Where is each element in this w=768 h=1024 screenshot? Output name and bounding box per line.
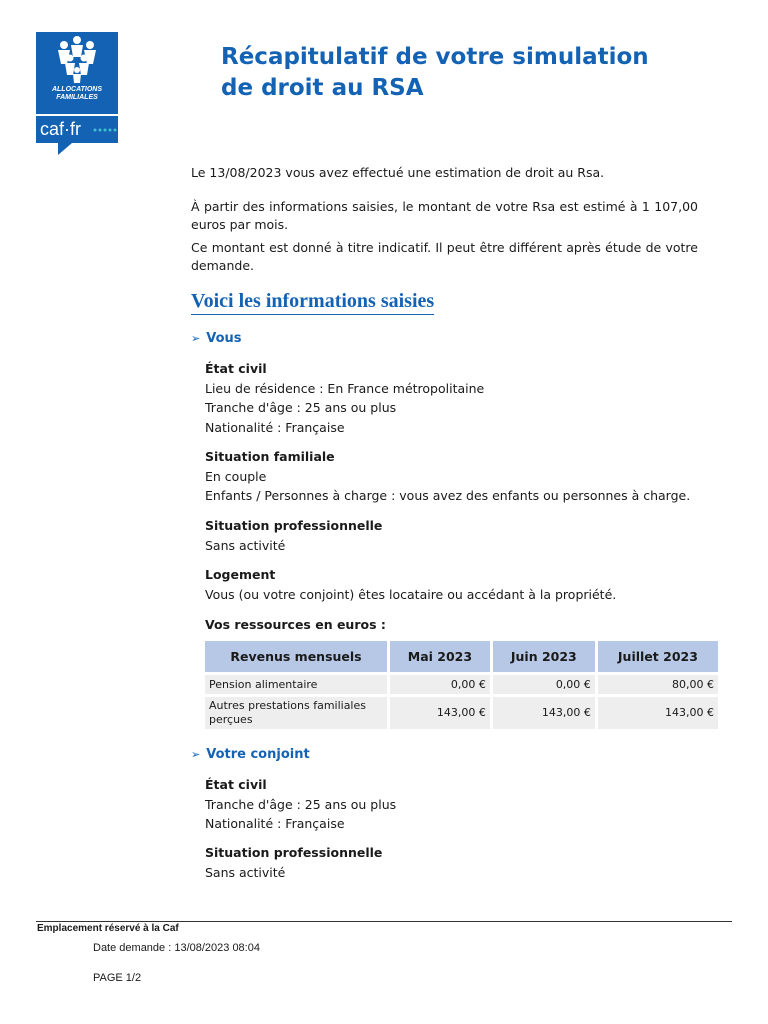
subsection-conjoint xyxy=(191,746,310,764)
logement-heading: Logement xyxy=(205,567,276,582)
allocations-familiales-emblem xyxy=(36,32,118,114)
table-cell: 143,00 € xyxy=(493,694,598,729)
page-number: PAGE 1/2 xyxy=(93,972,142,984)
footer-date: Date demande : 13/08/2023 08:04 xyxy=(93,942,260,954)
table-row xyxy=(205,694,718,729)
situation-professionnelle-heading: Situation professionnelle xyxy=(205,518,383,533)
intro-amount: À partir des informations saisies, le montant de votre Rsa est estimé à 1 107,00 euros par mois. xyxy=(191,199,698,232)
etat-civil-line: Nationalité : Française xyxy=(205,419,345,435)
subsection-conjoint-label: Votre conjoint xyxy=(206,747,310,762)
caf-fr-text: caf·fr xyxy=(40,119,82,139)
logo-caption xyxy=(36,86,118,102)
arrow-right-icon: ➢ xyxy=(191,748,201,761)
vous-situation-familiale xyxy=(205,447,690,506)
intro-date: Le 13/08/2023 vous avez effectué une estimation de droit au Rsa. xyxy=(191,165,605,180)
conjoint-situation-professionnelle-line: Sans activité xyxy=(205,864,286,880)
etat-civil-line: Tranche d'âge : 25 ans ou plus xyxy=(205,400,397,415)
section-title: Voici les informations saisies xyxy=(191,290,434,315)
page-title-line2: de droit au RSA xyxy=(221,75,424,101)
footer-divider xyxy=(36,921,732,922)
footer-label: Emplacement réservé à la Caf xyxy=(37,923,179,934)
intro-disclaimer: Ce montant est donné à titre indicatif. Il peut être différent après étude de votre demande. xyxy=(191,240,698,273)
table-header: Juin 2023 xyxy=(493,641,598,672)
table-cell: 143,00 € xyxy=(598,694,718,729)
conjoint-etat-civil-line: Tranche d'âge : 25 ans ou plus xyxy=(205,796,397,812)
family-figures-icon xyxy=(36,32,118,86)
table-header: Revenus mensuels xyxy=(205,641,390,672)
conjoint-etat-civil-line: Nationalité : Française xyxy=(205,816,345,831)
situation-familiale-heading: Situation familiale xyxy=(205,449,335,464)
table-header: Juillet 2023 xyxy=(598,641,718,672)
situation-familiale-line: Enfants / Personnes à charge : vous avez des enfants ou personnes à charge. xyxy=(205,488,691,503)
table-header: Mai 2023 xyxy=(390,641,493,672)
vous-etat-civil xyxy=(205,359,484,437)
dots-icon xyxy=(93,128,117,132)
conjoint-situation-professionnelle xyxy=(205,843,382,882)
logement-line: Vous (ou votre conjoint) êtes locataire ou accédant à la propriété. xyxy=(205,586,617,602)
caf-logo xyxy=(36,32,118,143)
logo-caption-line2: FAMILIALES xyxy=(56,94,98,101)
situation-familiale-line: En couple xyxy=(205,468,267,484)
intro-text xyxy=(191,164,698,275)
table-cell: 143,00 € xyxy=(390,694,493,729)
situation-professionnelle-line: Sans activité xyxy=(205,537,286,553)
table-cell: Autres prestations familiales perçues xyxy=(205,694,390,729)
table-cell: 0,00 € xyxy=(493,672,598,694)
conjoint-etat-civil xyxy=(205,775,396,834)
table-header-row xyxy=(205,641,718,672)
table-cell: Pension alimentaire xyxy=(205,672,390,694)
table-cell: 0,00 € xyxy=(390,672,493,694)
ressources-table xyxy=(205,641,718,729)
vous-situation-professionnelle xyxy=(205,516,382,555)
conjoint-etat-civil-heading: État civil xyxy=(205,777,267,792)
page-title xyxy=(221,42,701,104)
speech-tail-icon xyxy=(58,143,72,155)
page-title-line1: Récapitulatif de votre simulation xyxy=(221,44,649,70)
vous-logement xyxy=(205,565,616,604)
table-cell: 80,00 € xyxy=(598,672,718,694)
subsection-vous-label: Vous xyxy=(206,331,242,346)
subsection-vous xyxy=(191,330,242,348)
ressources-label: Vos ressources en euros : xyxy=(205,617,386,632)
caf-fr-bar xyxy=(36,116,118,143)
table-row xyxy=(205,672,718,694)
etat-civil-line: Lieu de résidence : En France métropolitaine xyxy=(205,380,485,396)
conjoint-situation-professionnelle-heading: Situation professionnelle xyxy=(205,845,383,860)
logo-caption-line1: ALLOCATIONS xyxy=(51,86,103,93)
etat-civil-heading: État civil xyxy=(205,361,267,376)
arrow-right-icon: ➢ xyxy=(191,332,201,345)
